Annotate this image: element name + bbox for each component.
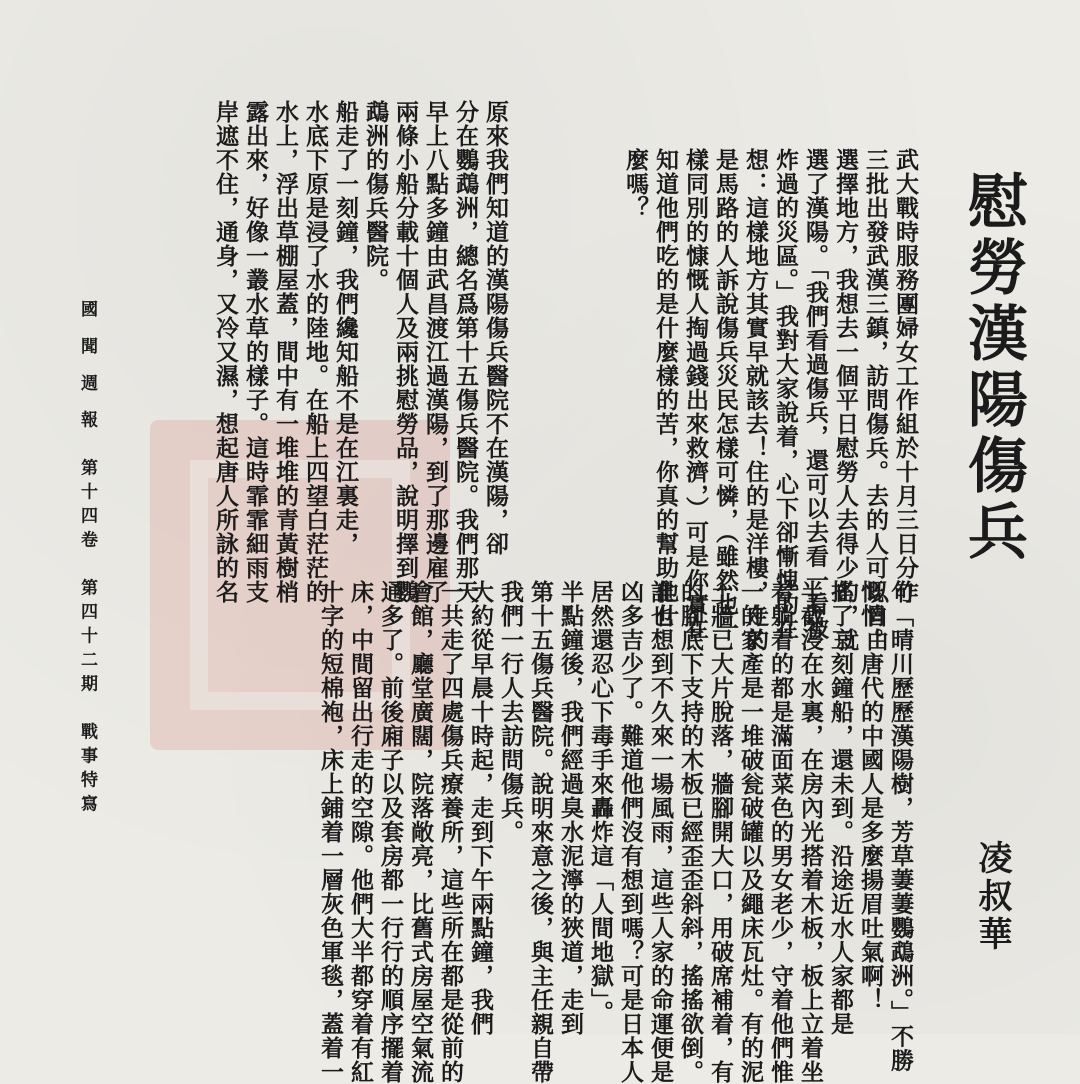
text-column: 誰也想到不久來一場風雨，這些人家的命運便是 [647,580,674,1084]
text-column: 一的家產是一堆破瓮破罐以及繩床瓦灶。有的泥 [737,580,764,1084]
text-column: 居然還忍心下毒手來轟炸這「人間地獄」。 [587,580,614,1025]
text-column: 船走了一刻鐘，我們纔知船不是在江裏走， [332,100,359,556]
text-column: 鵡洲的傷兵醫院。 [362,100,389,292]
text-column: 選擇地方，我想去一個平日慰勞人去得少的，就 [832,148,859,652]
text-column: 床，中間留出行走的空隙。他們大半都穿着有紅 [347,580,374,1084]
text-column: 搖了三刻鐘船，還未到。沿途近水人家都是 [827,580,854,1036]
text-column: 是馬路的人訴說傷兵災民怎樣可憐，（雖然也一 [712,148,739,641]
text-column: 半截浸在水裏，在房內光搭着木板，板上立着坐 [797,580,824,1084]
author-name: 凌叔華 [972,840,1012,954]
text-column: 想：這樣地方其實早就該去！住的是洋樓，走的 [742,148,769,652]
text-column: 炸過的災區。」我對大家說着，心下卻慚愧的在 [772,148,799,641]
text-column: 知道他們吃的是什麼樣的苦，你真的幫助他什 [652,148,679,628]
text-column: 半點鐘後，我們經過臭水泥濘的狹道，走到 [557,580,584,1036]
text-block-upper [520,148,920,652]
text-block-left [212,100,510,604]
text-column: 選了漢陽。「我們看過傷兵，還可以去看一看被 [802,148,829,641]
text-column: 大約從早晨十時起，走到下午兩點鐘，我們 [467,580,494,1036]
text-column: 分在鸚鵡洲，總名爲第十五傷兵醫院。我們那天 [452,100,479,604]
text-column: 土牆已大片脫落，牆腳開大口，用破席補着，有 [707,580,734,1084]
text-column: 武大戰時服務團婦女工作組於十月三日分作 [892,148,919,604]
article-title: 慰勞漢陽傷兵 [958,170,1028,566]
text-column: 露出來，好像一叢水草的樣子。這時霏霏細雨支 [242,100,269,604]
text-column: 第十五傷兵醫院。說明來意之後，與主任親自帶 [527,580,554,1084]
text-block-lower [115,580,915,1084]
text-column: 早上八點多鐘由武昌渡江過漢陽，到了那邊雇了 [422,100,449,604]
text-column: 麼嗎？ [622,148,649,220]
text-column: 樣同別的慷慨人掏過錢出來救濟，）可是你實在 [682,148,709,641]
text-column: 一共走了四處傷兵療養所，這些所在都是從前的 [437,580,464,1084]
publication-footer: 國 聞 週 報 第十四卷 第四十二期 戰事特寫 [77,300,97,819]
text-column: 凶多吉少了。難道他們沒有想到嗎？可是日本人 [617,580,644,1084]
text-column: 岸遮不住，通身，又冷又濕，想起唐人所詠的名 [212,100,239,604]
text-column: 通多了。前後廂子以及套房都一行行的順序擺着 [377,580,404,1084]
text-column: 兩條小船分載十個人及兩挑慰勞品，說明擇到鸚 [392,100,419,604]
text-column: 的腳底下支持的木板已經歪歪斜斜，搖搖欲倒。 [677,580,704,1084]
text-column: 着躺着的都是滿面菜色的男女老少，守着他們惟 [767,580,794,1084]
text-column: 十字的短棉袍，床上鋪着一層灰色軍毯，蓋着一 [317,580,344,1084]
text-column: 原來我們知道的漢陽傷兵醫院不在漢陽，卻 [482,100,509,556]
text-column: 水底下原是浸了水的陸地。在船上四望白茫茫的 [302,100,329,604]
text-column: 會館，廳堂廣闊，院落敞亮，比舊式房屋空氣流 [407,580,434,1084]
text-column: 慨惘。唐代的中國人是多麼揚眉吐氣啊！ [857,580,884,1012]
text-column: 水上，浮出草棚屋蓋，間中有一堆堆的青黃樹梢 [272,100,299,604]
text-column: 三批出發武漢三鎮，訪問傷兵。去的人可以自由 [862,148,889,652]
text-column: 我們一行人去訪問傷兵。 [497,580,524,844]
text-column: 句「晴川歷歷漢陽樹，芳草萋萋鸚鵡洲。」不勝 [887,580,914,1073]
